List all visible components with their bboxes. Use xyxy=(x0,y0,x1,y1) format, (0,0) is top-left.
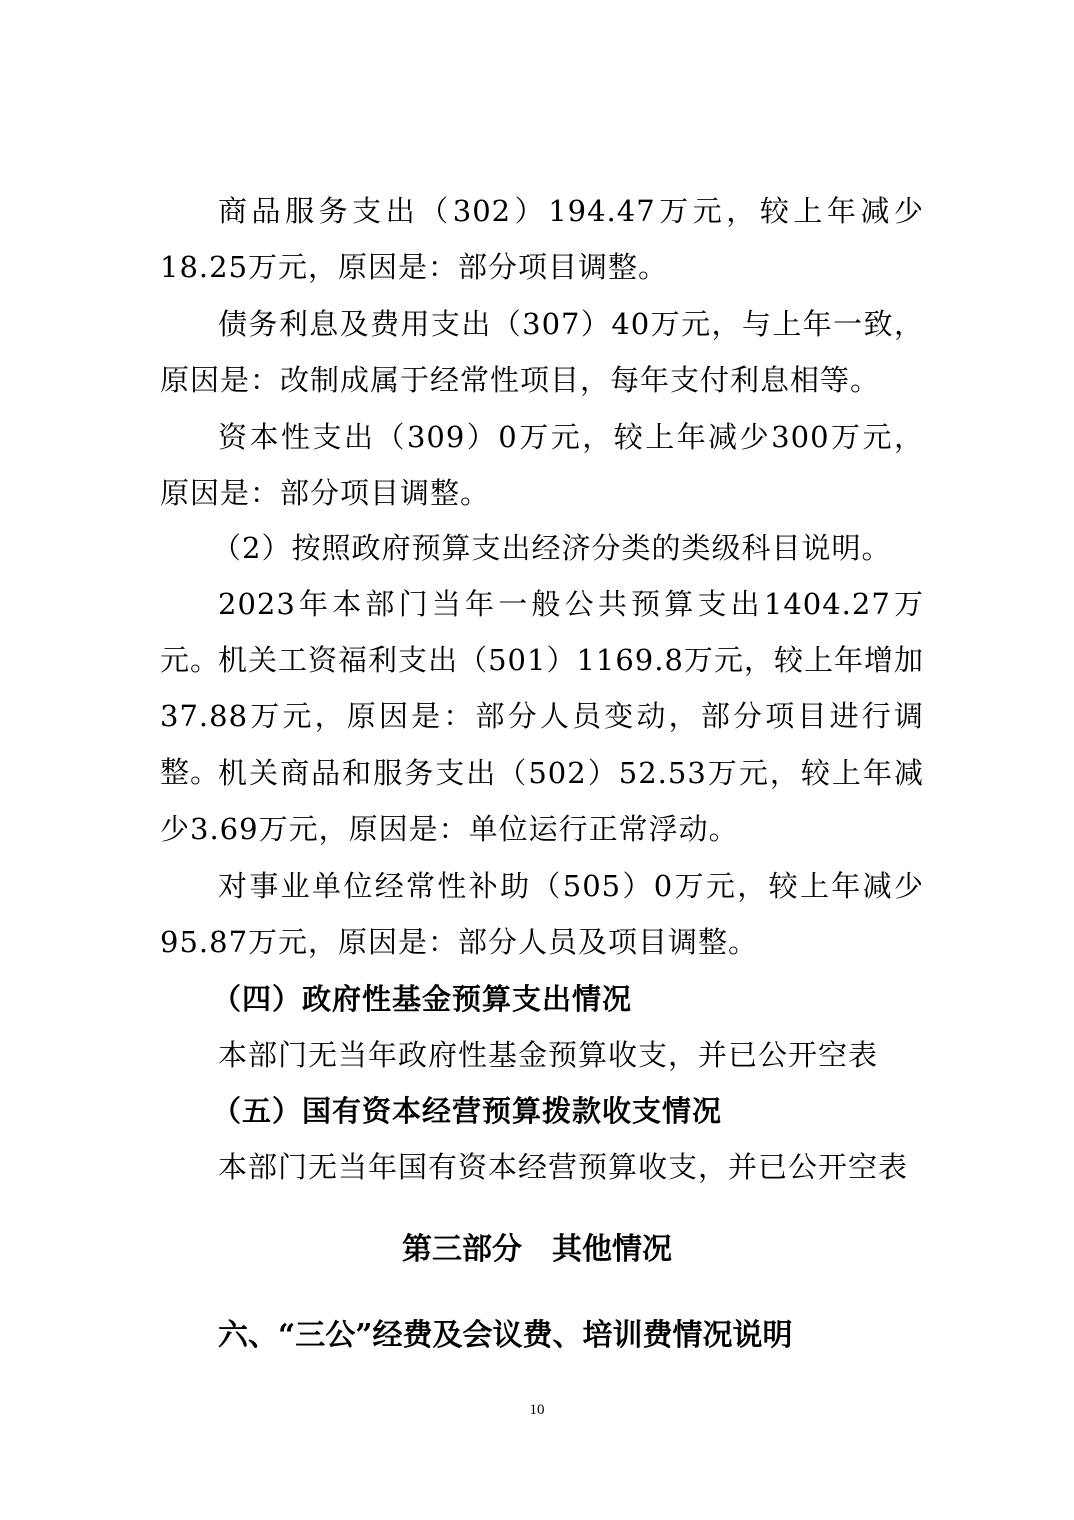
paragraph-agency-goods-services: 机关商品和服务支出（502）52.53万元，较上年减少3.69万元，原因是：单位运行正常浮动。 xyxy=(160,756,924,846)
section-title: 第三部分 其他情况 xyxy=(402,1232,672,1267)
paragraph-state-capital-empty: 本部门无当年国有资本经营预算收支，并已公开空表 xyxy=(218,1150,909,1184)
paragraph-agency-wages: 机关工资福利支出（501）1169.8万元，较上年增加37.88万元，原因是：部分人员变动，部分项目进行调整。 xyxy=(160,643,924,789)
paragraph-government-fund-empty: 本部门无当年政府性基金预算收支，并已公开空表 xyxy=(218,1038,879,1072)
subheading-state-capital-budget: （五）国有资本经营预算拨款收支情况 xyxy=(212,1094,723,1128)
subheading-government-fund-budget: （四）政府性基金预算支出情况 xyxy=(212,982,633,1016)
paragraph-debt-interest-expense: 债务利息及费用支出（307）40万元，与上年一致，原因是：改制成属于经常性项目，每年支付利息相等。 xyxy=(160,307,924,397)
paragraph-general-budget-total: 2023年本部门当年一般公共预算支出1404.27万元。 xyxy=(160,587,924,677)
section-heading-three-public-expenses: 六、“三公”经费及会议费、培训费情况说明 xyxy=(218,1318,793,1353)
paragraph-capital-expense: 资本性支出（309）0万元，较上年减少300万元，原因是：部分项目调整。 xyxy=(160,420,924,510)
paragraph-classification-note: （2）按照政府预算支出经济分类的类级科目说明。 xyxy=(212,531,892,565)
paragraph-institution-subsidy: 对事业单位经常性补助（505）0万元，较上年减少95.87万元，原因是：部分人员及项目调整。 xyxy=(160,869,924,959)
paragraph-commodity-service-expense: 商品服务支出（302）194.47万元，较上年减少18.25万元，原因是：部分项目调整。 xyxy=(160,194,924,284)
page-number: 10 xyxy=(529,1402,545,1418)
